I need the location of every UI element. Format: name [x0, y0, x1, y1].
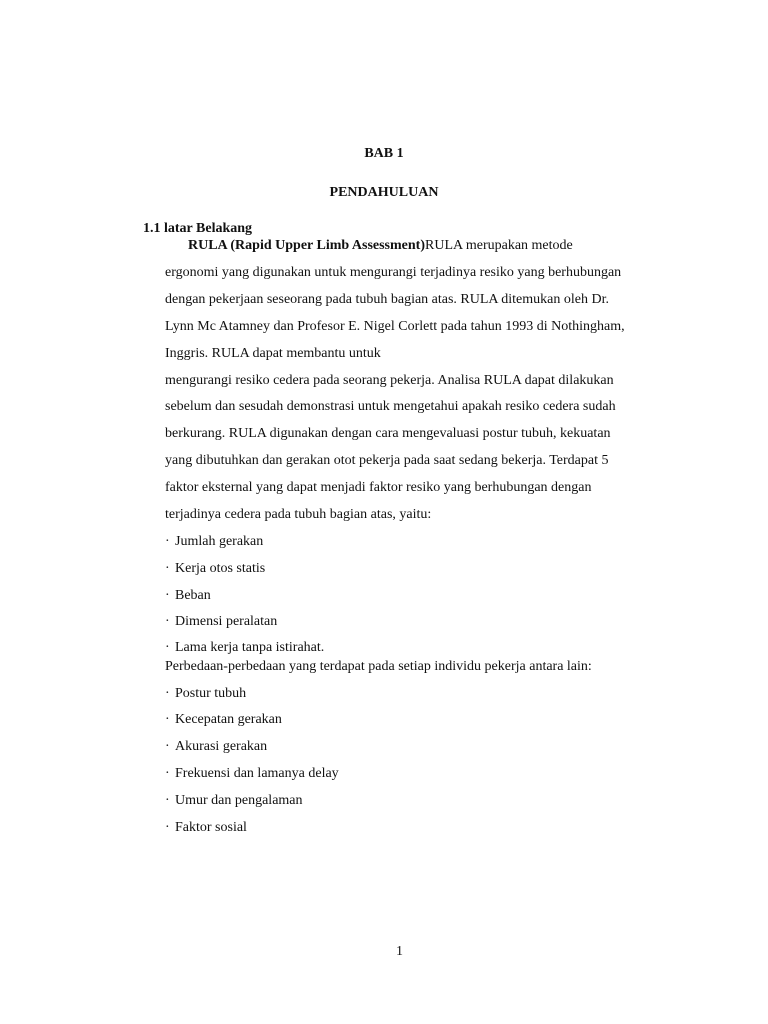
list-item-text: Beban	[175, 588, 211, 603]
intro-bold-term: RULA (Rapid Upper Limb Assessment)	[188, 238, 425, 253]
para2-line: sebelum dan sesudah demonstrasi untuk mengetahui apakah resiko cedera sudah	[165, 399, 616, 414]
bullet-icon: ·	[165, 561, 170, 576]
individual-intro: Perbedaan-perbedaan yang terdapat pada setiap individu pekerja antara lain:	[165, 659, 592, 674]
bullet-icon: ·	[165, 588, 170, 603]
chapter-label: BAB 1	[364, 146, 404, 161]
list-item-text: Kecepatan gerakan	[175, 712, 282, 727]
para1-line: Lynn Mc Atamney dan Profesor E. Nigel Corlett pada tahun 1993 di Nothingham,	[165, 319, 625, 334]
list-item-text: Dimensi peralatan	[175, 614, 278, 629]
external-factor-item	[165, 588, 211, 604]
individual-factor-item	[165, 686, 246, 702]
individual-factor-item	[165, 739, 267, 755]
bullet-icon: ·	[165, 820, 170, 835]
bullet-icon: ·	[165, 793, 170, 808]
page-number: 1	[396, 944, 403, 959]
external-factor-item	[165, 561, 265, 577]
individual-factor-item	[165, 712, 282, 728]
para1-line: dengan pekerjaan seseorang pada tubuh bagian atas. RULA ditemukan oleh Dr.	[165, 292, 609, 307]
bullet-icon: ·	[165, 712, 170, 727]
para2-line: berkurang. RULA digunakan dengan cara mengevaluasi postur tubuh, kekuatan	[165, 426, 611, 441]
para1-line: ergonomi yang digunakan untuk mengurangi terjadinya resiko yang berhubungan	[165, 265, 622, 280]
individual-factor-item	[165, 793, 303, 809]
bullet-icon: ·	[165, 739, 170, 754]
para2-first-line: mengurangi resiko cedera pada seorang pekerja. Analisa RULA dapat dilakukan	[165, 373, 614, 388]
section-heading: 1.1 latar Belakang	[143, 221, 253, 236]
bullet-icon: ·	[165, 640, 170, 655]
individual-factor-item	[165, 820, 247, 836]
bullet-icon: ·	[165, 534, 170, 549]
external-factor-item	[165, 614, 277, 630]
list-item-text: Kerja otos statis	[175, 561, 266, 576]
chapter-title: PENDAHULUAN	[329, 185, 439, 200]
list-item-text: Umur dan pengalaman	[175, 793, 303, 808]
para2-line: terjadinya cedera pada tubuh bagian atas, yaitu:	[165, 507, 432, 522]
bullet-icon: ·	[165, 614, 170, 629]
list-item-text: Lama kerja tanpa istirahat.	[175, 640, 325, 655]
list-item-text: Faktor sosial	[175, 820, 247, 835]
external-factor-item	[165, 534, 263, 550]
list-item-text: Frekuensi dan lamanya delay	[175, 766, 339, 781]
para2-line: yang dibutuhkan dan gerakan otot pekerja pada saat sedang bekerja. Terdapat 5	[165, 453, 609, 468]
intro-line	[188, 238, 573, 254]
para1-line: Inggris. RULA dapat membantu untuk	[165, 346, 381, 361]
list-item-text: Postur tubuh	[175, 686, 247, 701]
intro-rest-text: RULA merupakan metode	[425, 238, 573, 253]
individual-factor-item	[165, 766, 339, 782]
bullet-icon: ·	[165, 766, 170, 781]
list-item-text: Akurasi gerakan	[175, 739, 268, 754]
external-factor-item	[165, 640, 324, 656]
list-item-text: Jumlah gerakan	[175, 534, 264, 549]
para2-line: faktor eksternal yang dapat menjadi faktor resiko yang berhubungan dengan	[165, 480, 592, 495]
bullet-icon: ·	[165, 686, 170, 701]
